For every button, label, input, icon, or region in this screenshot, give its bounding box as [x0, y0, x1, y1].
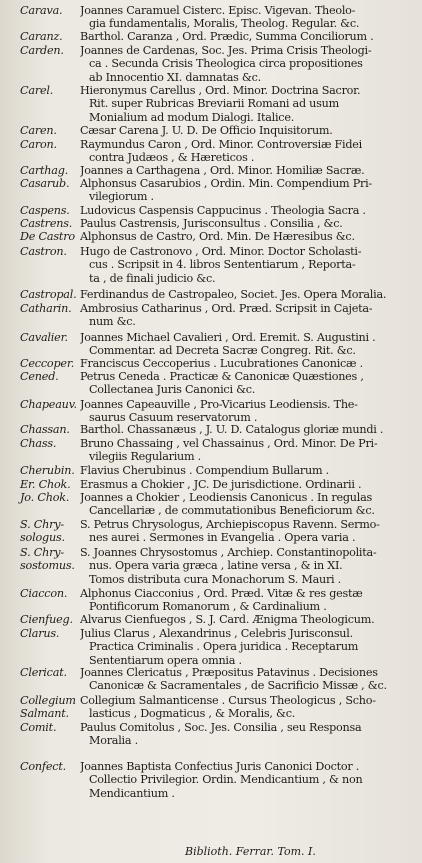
entry-line: ca . Secunda Crisis Theologica circa propositiones [89, 57, 363, 71]
entry-abbreviation: Cavalier. [20, 331, 68, 344]
entry-abbreviation: Cened. [20, 370, 59, 383]
entry-description [80, 331, 412, 358]
entry-line: Moralia . [89, 734, 138, 748]
entry-line: Flavius Cherubinus . Compendium Bullarum . [80, 464, 329, 477]
entry-description [80, 357, 412, 370]
entry-description [80, 217, 412, 230]
entry-line: Julius Clarus , Alexandrinus , Celebris Jurisconsul. [80, 627, 353, 640]
entry-abbreviation: Castrens. [20, 217, 73, 230]
entry-description [80, 721, 412, 748]
entry-abbreviation: Caranz. [20, 30, 63, 43]
entry-abbreviation: Chassan. [20, 423, 70, 436]
entry-description [80, 613, 412, 626]
entry-description [80, 164, 412, 177]
entry-abbreviation: S. Chry- sologus. [20, 518, 65, 545]
entry-description [80, 587, 412, 614]
entry-line: Barthol. Caranza , Ord. Prædic, Summa Conciliorum . [80, 30, 374, 43]
entry-abbreviation: Ceccoper. [20, 357, 75, 370]
entry-line: Hugo de Castronovo , Ord. Minor. Doctor Scholasti- [80, 245, 362, 258]
entry-abbreviation: De Castro [20, 230, 75, 243]
entry-line: Alphonsus Casarubios , Ordin. Min. Compendium Pri- [80, 177, 372, 190]
entry-description [80, 370, 412, 397]
entry-line: Alphonsus de Castro, Ord. Min. De Hæresibus &c. [80, 230, 355, 243]
entry-line: Alphonus Ciacconius , Ord. Præd. Vitæ & res gestæ [80, 587, 363, 600]
entry-description [80, 666, 412, 693]
entry-line: contra Judæos , & Hæreticos . [89, 151, 255, 165]
entry-line: lasticus , Dogmaticus , & Moralis, &c. [89, 707, 296, 721]
entry-description [80, 138, 412, 165]
entry-line: num &c. [89, 315, 136, 329]
entry-abbreviation: Clarus. [20, 627, 60, 640]
entry-description [80, 518, 412, 545]
entry-line: Joannes a Carthagena , Ord. Minor. Homiliæ Sacræ. [80, 164, 365, 177]
entry-line: S. Petrus Chrysologus, Archiepiscopus Ravenn. Sermo- [80, 518, 380, 531]
entry-abbreviation: Caspens. [20, 204, 70, 217]
entry-abbreviation: Cherubin. [20, 464, 75, 477]
entry-description [80, 44, 412, 84]
entry-description [80, 4, 412, 31]
entry-line: Joannes de Cardenas, Soc. Jes. Prima Crisis Theologi- [80, 44, 372, 57]
entry-line: Canonicæ & Sacramentales , de Sacrificio Missæ , &c. [89, 679, 387, 693]
entry-line: Bruno Chassaing , vel Chassainus , Ord. Minor. De Pri- [80, 437, 378, 450]
entry-abbreviation: Comit. [20, 721, 57, 734]
entry-line: S. Joannes Chrysostomus , Archiep. Constantinopolita- [80, 546, 377, 559]
entry-line: Mendicantium . [89, 786, 175, 800]
entry-line: nus. Opera varia græca , latine versa , & in XI. [89, 559, 343, 573]
entry-line: Petrus Ceneda . Practicæ & Canonicæ Quæstiones , [80, 370, 364, 383]
entry-abbreviation: Clericat. [20, 666, 67, 679]
entry-line: Collectanea Juris Canonici &c. [89, 383, 256, 397]
entry-line: Monialium ad modum Dialogi. Italice. [89, 110, 294, 124]
entry-line: Cancellariæ , de commutationibus Beneficiorum &c. [89, 504, 375, 518]
entry-line: Hieronymus Carellus , Ord. Minor. Doctrina Sacror. [80, 84, 361, 97]
entry-line: Commentar. ad Decreta Sacræ Congreg. Rit. &c. [89, 344, 356, 358]
entry-abbreviation: Carava. [20, 4, 63, 17]
entry-abbreviation: Casarub. [20, 177, 70, 190]
entry-description [80, 760, 412, 800]
entry-line: vilegiorum . [89, 190, 154, 204]
entry-abbreviation: Chapeauv. [20, 398, 77, 411]
entry-line: Cæsar Carena J. U. D. De Officio Inquisitorum. [80, 124, 333, 137]
entry-line: Joannes Baptista Confectius Juris Canonici Doctor . [80, 760, 360, 773]
entry-line: Practica Criminalis . Opera juridica . Receptarum [89, 640, 359, 654]
entry-line: ta , de finali judicio &c. [89, 271, 216, 285]
entry-abbreviation: Carthag. [20, 164, 69, 177]
entry-description [80, 302, 412, 329]
entry-line: Erasmus a Chokier , JC. De jurisdictione. Ordinarii . [80, 478, 362, 491]
entry-description [80, 464, 412, 477]
entry-line: Alvarus Cienfuegos , S. J. Card. Ænigma Theologicum. [80, 613, 375, 626]
entry-line: Barthol. Chassanæus , J. U. D. Catalogus gloriæ mundi . [80, 423, 384, 436]
entry-line: Paulus Comitolus , Soc. Jes. Consilia , seu Responsa [80, 721, 362, 734]
entry-line: Joannes Capeauville , Pro-Vicarius Leodiensis. The- [80, 398, 358, 411]
entry-line: Sententiarum opera omnia . [89, 653, 242, 667]
entry-line: Collegium Salmanticense . Cursus Theologicus , Scho- [80, 694, 376, 707]
entry-description [80, 230, 412, 243]
entry-abbreviation: Er. Chok. [20, 478, 71, 491]
entry-line: Ferdinandus de Castropaleo, Societ. Jes. Opera Moralia. [80, 288, 387, 301]
entry-description [80, 124, 412, 137]
entry-line: Ambrosius Catharinus , Ord. Præd. Scripsit in Cajeta- [80, 302, 373, 315]
entry-description [80, 288, 412, 301]
entry-description [80, 84, 412, 124]
entry-description [80, 627, 412, 667]
entry-line: gia fundamentalis, Moralis, Theolog. Regular. &c. [89, 17, 360, 31]
entry-description [80, 423, 412, 436]
entry-description [80, 177, 412, 204]
entry-description [80, 204, 412, 217]
entry-abbreviation: Jo. Chok. [20, 491, 70, 504]
entry-line: Tomos distributa cura Monachorum S. Mauri . [89, 572, 341, 586]
entry-line: Ludovicus Caspensis Cappucinus . Theologia Sacra . [80, 204, 366, 217]
entry-line: Joannes Clericatus , Præpositus Patavinus . Decisiones [80, 666, 378, 679]
entry-line: Joannes a Chokier , Leodiensis Canonicus . In regulas [80, 491, 372, 504]
entry-line: Joannes Michael Cavalieri , Ord. Eremit. S. Augustini . [80, 331, 376, 344]
entry-abbreviation: Carden. [20, 44, 64, 57]
entry-line: Pontificorum Romanorum , & Cardinalium . [89, 600, 327, 614]
entry-abbreviation: Cienfueg. [20, 613, 73, 626]
entry-line: Raymundus Caron , Ord. Minor. Controversiæ Fidei [80, 138, 362, 151]
entry-abbreviation: Catharin. [20, 302, 72, 315]
entry-abbreviation: Confect. [20, 760, 66, 773]
entry-description [80, 491, 412, 518]
entry-line: ab Innocentio XI. damnatas &c. [89, 70, 261, 84]
entry-description [80, 398, 412, 425]
entry-description [80, 694, 412, 721]
entry-line: cus . Scripsit in 4. libros Sententiarum , Reporta- [89, 258, 356, 272]
entry-abbreviation: S. Chry- sostomus. [20, 546, 75, 573]
entry-description [80, 478, 412, 491]
entry-description [80, 437, 412, 464]
entry-abbreviation: Castron. [20, 245, 67, 258]
entry-line: Rit. super Rubricas Breviarii Romani ad usum [89, 97, 339, 111]
entry-abbreviation: Castropal. [20, 288, 77, 301]
entry-abbreviation: Caren. [20, 124, 57, 137]
entry-description [80, 546, 412, 586]
entry-line: nes aurei . Sermones in Evangelia . Opera varia . [89, 531, 356, 545]
entry-line: vilegiis Regularium . [89, 450, 201, 464]
entry-line: Joannes Caramuel Cisterc. Episc. Vigevan. Theolo- [80, 4, 356, 17]
entry-line: saurus Casuum reservatorum . [89, 411, 258, 425]
entry-abbreviation: Collegium Salmant. [20, 694, 76, 721]
entry-abbreviation: Chass. [20, 437, 57, 450]
entry-abbreviation: Caron. [20, 138, 57, 151]
entry-description [80, 30, 412, 43]
entry-line: Franciscus Ceccoperius . Lucubrationes Canonicæ . [80, 357, 363, 370]
entry-description [80, 245, 412, 285]
entry-line: Collectio Privilegior. Ordin. Mendicantium , & non [89, 773, 363, 787]
page-footer: Biblioth. Ferrar. Tom. I. [185, 845, 316, 858]
entry-line: Paulus Castrensis, Jurisconsultus . Consilia , &c. [80, 217, 343, 230]
entry-abbreviation: Ciaccon. [20, 587, 68, 600]
entry-abbreviation: Carel. [20, 84, 54, 97]
